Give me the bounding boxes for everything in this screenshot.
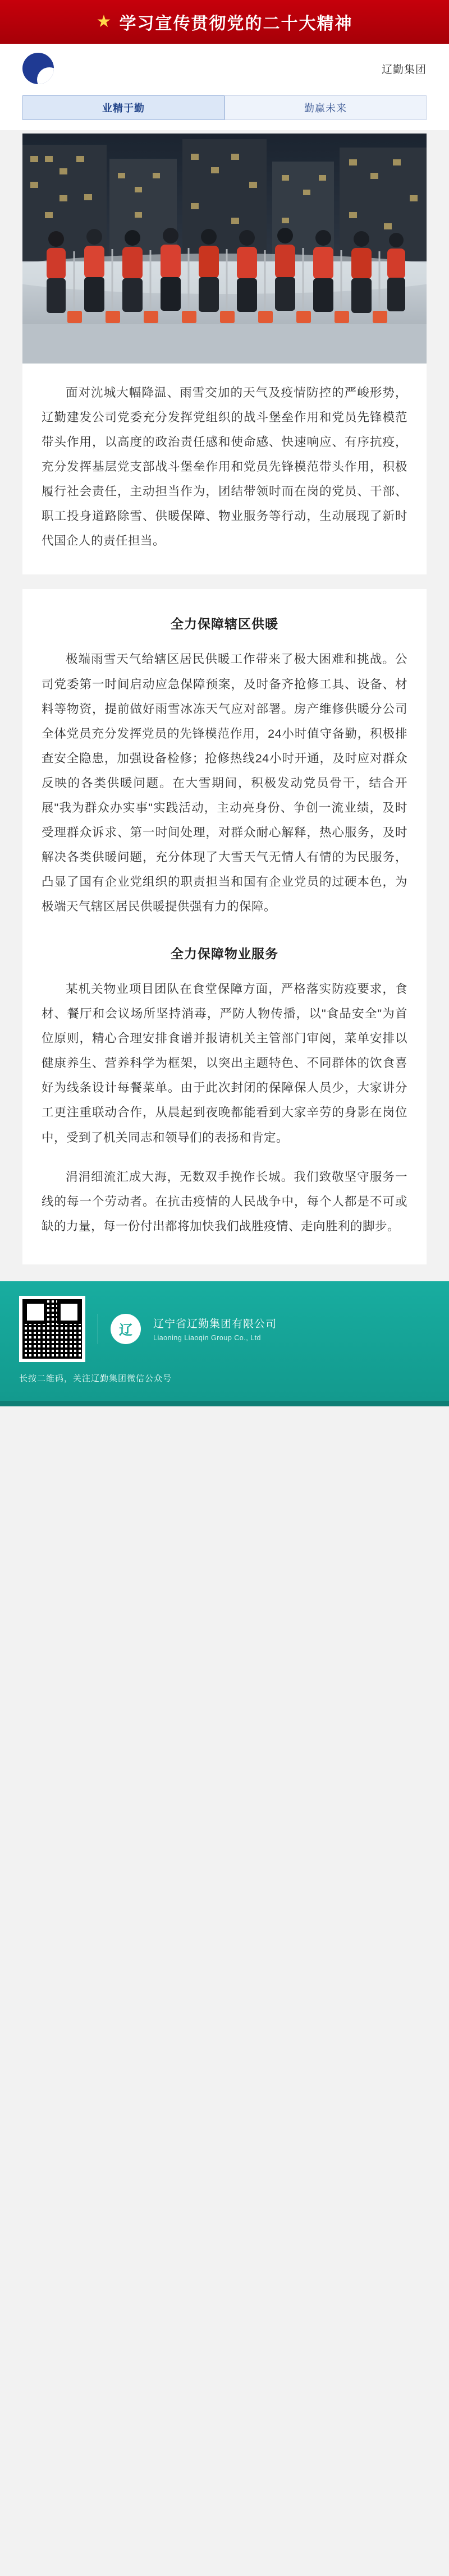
section-title-property: 全力保障物业服务 xyxy=(171,946,278,962)
footer-bottom-bar xyxy=(0,1401,449,1406)
intro-card xyxy=(22,364,427,574)
section-title-heating: 全力保障辖区供暖 xyxy=(171,617,278,632)
section-property-paragraph-2: 涓涓细流汇成大海，无数双手挽作长城。我们致敬坚守服务一线的每一个劳动者。在抗击疫情的人民战争中，每个人都是不可或缺的力量，每一份付出都将加快我们战胜疫情、走向胜利的脚步。 xyxy=(42,1170,407,1233)
banner-title: 学习宣传贯彻党的二十大精神 xyxy=(119,15,353,33)
tab-bar[interactable] xyxy=(0,93,449,130)
section-heating-paragraph-1: 极端雨雪天气给辖区居民供暖工作带来了极大困难和挑战。公司党委第一时间启动应急保障预案，及时备齐抢修工具、设备、材料等物资，提前做好雨雪冰冻天气应对部署。房产维修供暖分公司全体党员充分发挥党员的先锋模范作用，24小时值守备勤，积极排查安全隐患，加强设备检修；抢修热线24小时开通，及时应对群众反映的各类供暖问题。在大雪期间，积极发动党员骨干，结合开展"我为群众办实事"实践活动，主动亮身份、争创一流业绩，及时受理群众诉求、第一时间处理，对群众耐心解释，热心服务，及时解决各类供暖问题，充分体现了大雪天气无情人有情的为民服务，凸显了国有企业党组织的职责担当和国有企业党员的过硬本色，为极端天气辖区居民供暖提供强有力的保障。 xyxy=(42,652,407,914)
footer-scan-note: 长按二维码，关注辽勤集团微信公众号 xyxy=(19,1373,172,1383)
star-icon: ★ xyxy=(96,12,112,31)
org-name: 辽勤集团 xyxy=(381,63,427,76)
photo-container xyxy=(22,130,427,364)
section-property-paragraph-1: 某机关物业项目团队在食堂保障方面，严格落实防疫要求，食材、餐厅和会议场所坚持消毒，严防人物传播，以"食品安全"为首位原则，精心合理安排食谱并报请机关主管部门审阅，菜单安排以健康养生、营养科学为框架，以突出主题特色、不同群体的饮食喜好为线条设计每餐菜单。由于此次封闭的保障保人员少，大家讲分工更注重联动合作，从晨起到夜晚都能看到大家辛劳的身影在岗位中，受到了机关同志和领导们的表扬和肯定。 xyxy=(42,982,407,1144)
page-footer xyxy=(0,1281,449,1401)
intro-paragraph: 面对沈城大幅降温、雨雪交加的天气及疫情防控的严峻形势，辽勤建发公司党委充分发挥党组织的战斗堡垒作用和党员先锋模范带头作用，以高度的政治责任感和使命感、快速响应、有序抗疫，充分发挥基层党支部战斗堡垒作用和党员先锋模范带头作用，积极履行社会责任，主动担当作为，团结带领时而在岗的党员、干部、职工投身道路除雪、供暖保障、物业服务等行动，生动展现了新时代国企人的责任担当。 xyxy=(42,386,407,548)
tab-jingyuqin[interactable]: 业精于勤 xyxy=(22,95,224,120)
section-gap xyxy=(0,574,449,589)
group-photo-illustration xyxy=(22,134,427,364)
page-header xyxy=(0,44,449,93)
page-body xyxy=(0,130,449,1264)
group-photo xyxy=(22,134,427,364)
article-body xyxy=(22,589,427,1264)
tab-qinyingweilai[interactable]: 勤赢未来 xyxy=(224,95,427,120)
footer-row xyxy=(19,1296,430,1362)
qr-code-pattern xyxy=(22,1299,82,1359)
footer-logo-icon: 辽 xyxy=(111,1314,141,1344)
circle-logo-icon xyxy=(22,53,54,84)
footer-company-en: Liaoning Liaoqin Group Co., Ltd xyxy=(153,1334,262,1342)
campaign-banner xyxy=(0,0,449,44)
banner-inner xyxy=(97,10,353,34)
footer-company-block xyxy=(153,1315,277,1342)
qr-code-icon[interactable] xyxy=(19,1296,85,1362)
footer-company-cn: 辽宁省辽勤集团有限公司 xyxy=(153,1318,277,1331)
